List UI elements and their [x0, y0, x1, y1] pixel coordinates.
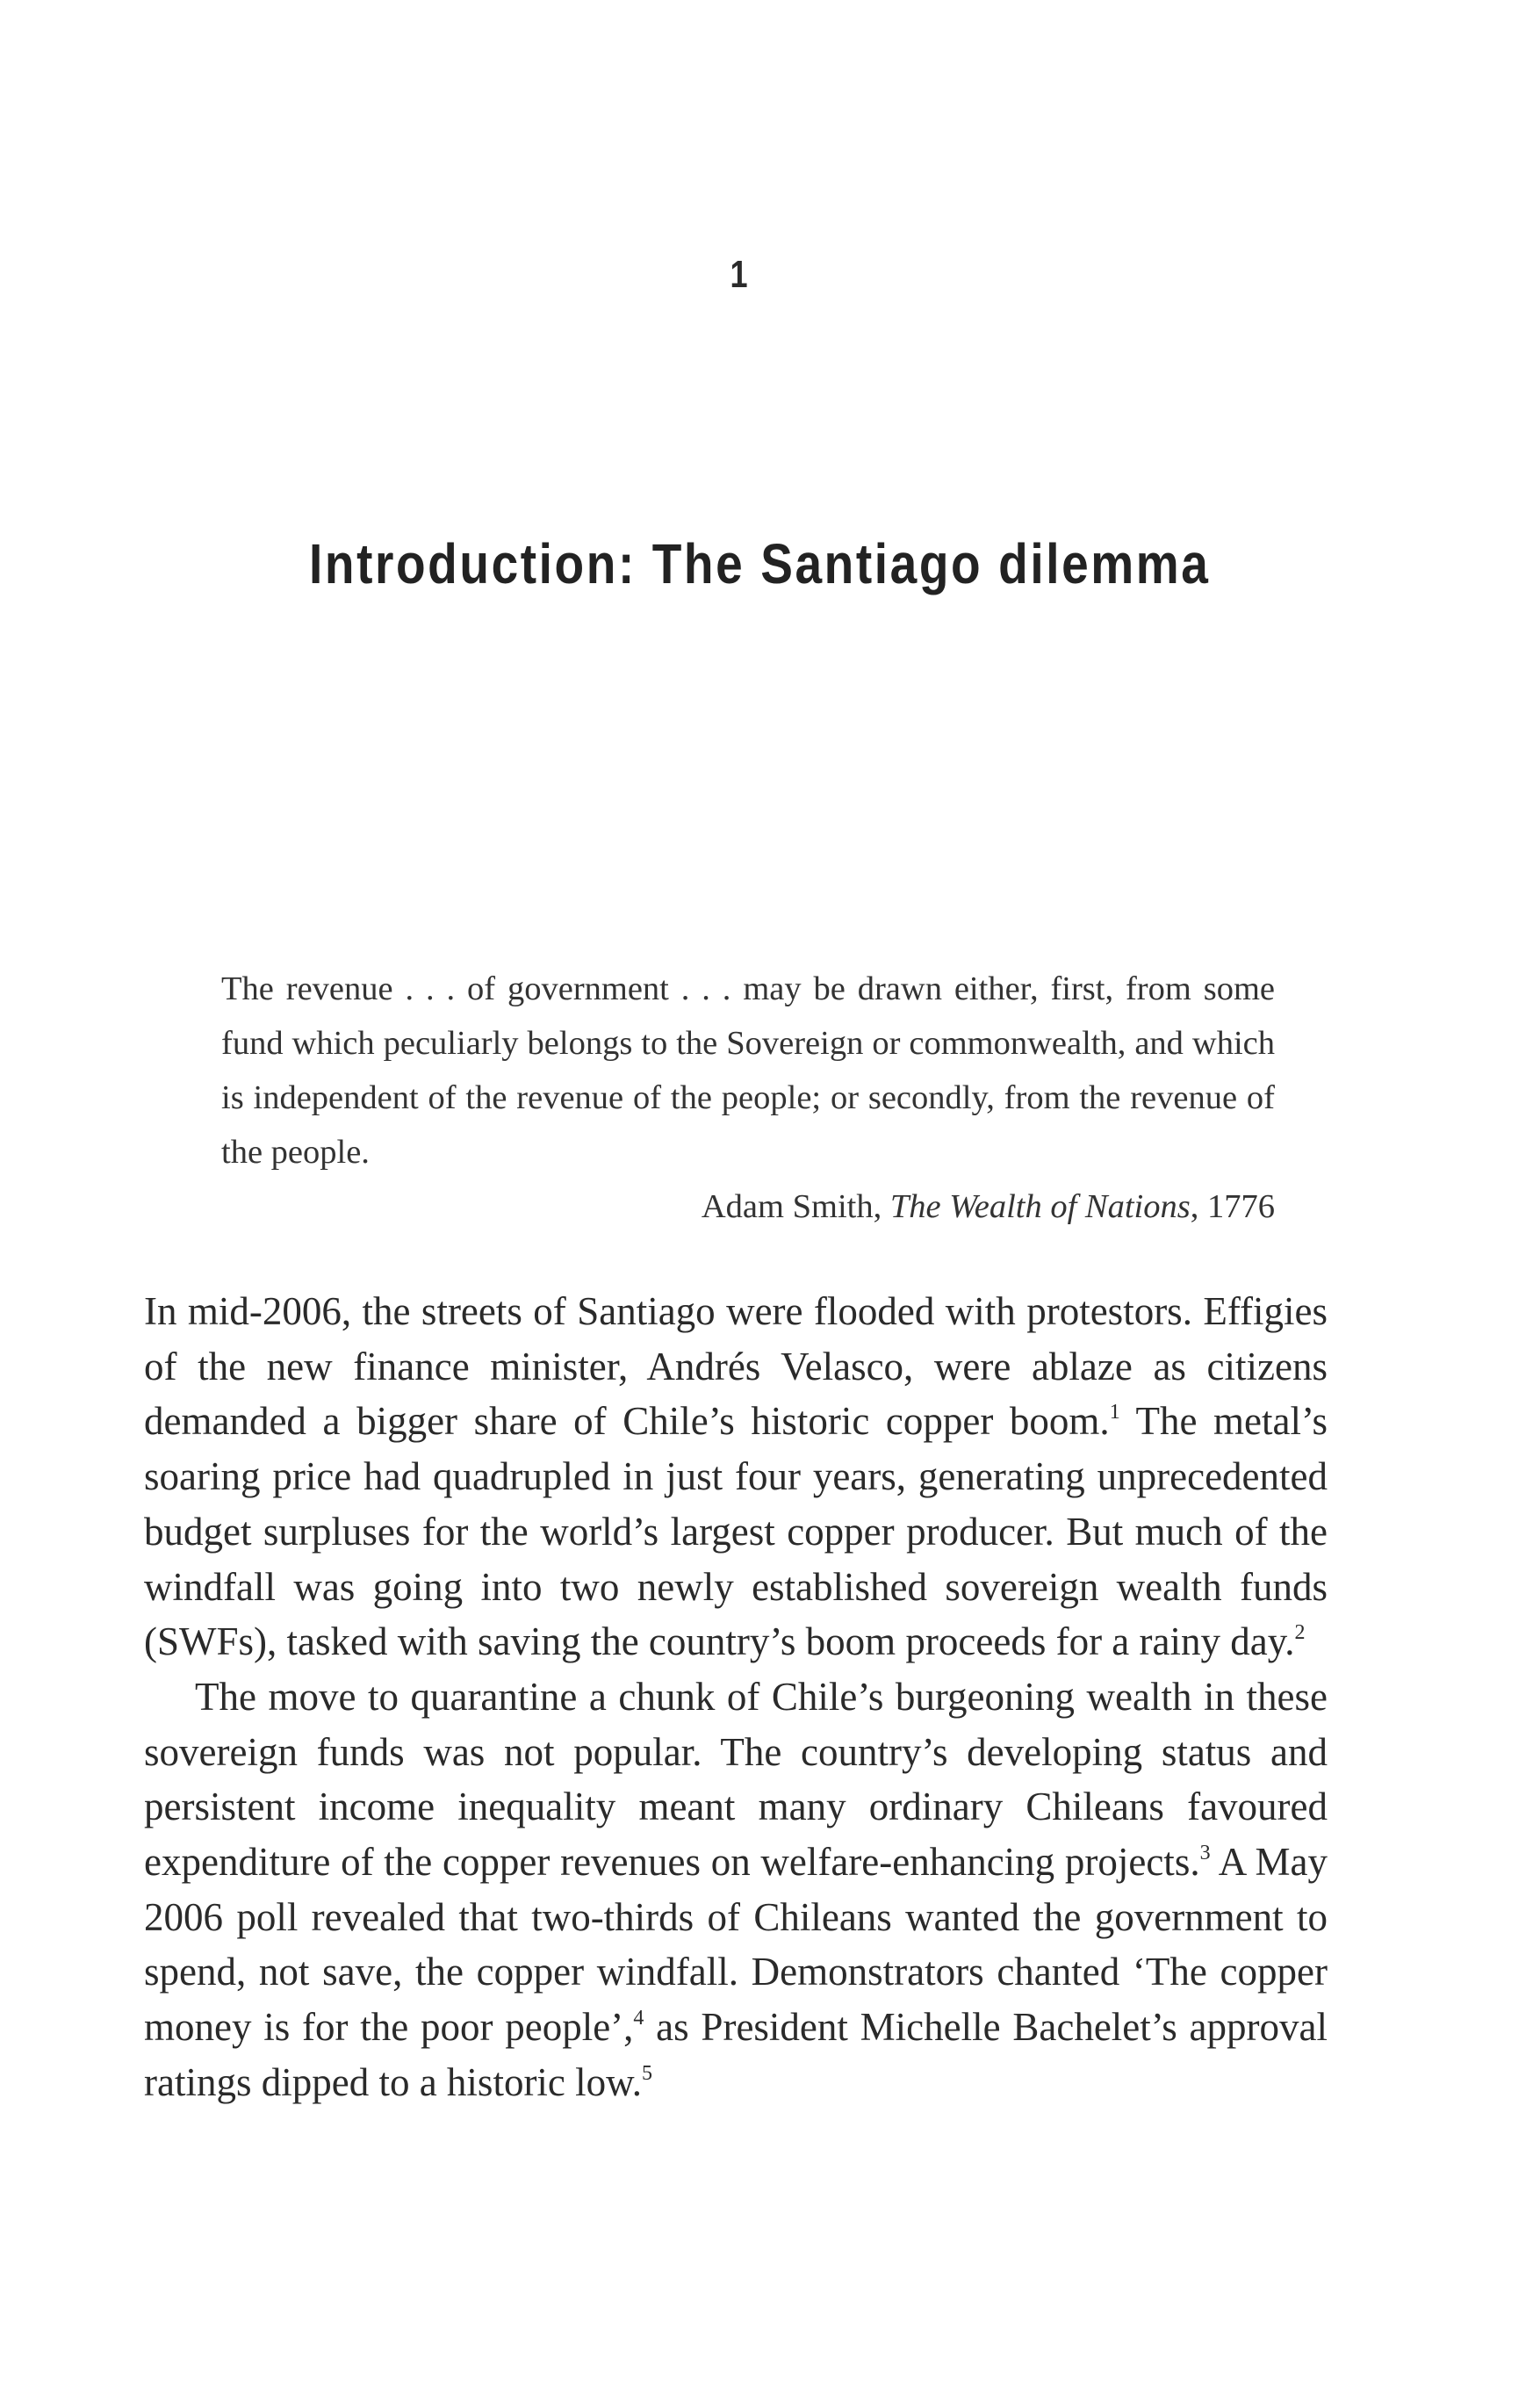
footnote-ref-5[interactable]: 5 — [641, 2061, 652, 2085]
epigraph-year: , 1776 — [1190, 1188, 1275, 1225]
footnote-ref-3[interactable]: 3 — [1199, 1842, 1211, 1865]
paragraph-1-text-b: The metal’s soaring price had quadrupled in just four years, generating unprecedented budget surpluses for the world’s largest copper producer. But much of the windfall was going into two newly established sovereign wealth funds (SWFs), tasked with saving the country’s boom proceeds for a rainy day. — [144, 1399, 1328, 1664]
epigraph-work-title: The Wealth of Nations — [889, 1188, 1191, 1225]
paragraph-2-text-a: The move to quarantine a chunk of Chile’s burgeoning wealth in these sovereign funds was not popular. The country’s developing status and persistent income inequality meant many ordinary Chileans favoured expenditure of the copper revenues on welfare-enhancing projects. — [144, 1674, 1328, 1885]
footnote-ref-4[interactable]: 4 — [633, 2007, 644, 2030]
paragraph-2 — [144, 1669, 1328, 2110]
epigraph-quote: The revenue . . . of government . . . may be drawn either, first, from some fund which peculiarly belongs to the Sovereign or commonwealth, and which is independent of the revenue of the people; or secondly, from the revenue of the people. — [221, 970, 1275, 1171]
paragraph-2-text-c: as President Michelle Bachelet’s approval ratings dipped to a historic low. — [144, 2005, 1328, 2104]
paragraph-1 — [144, 1284, 1328, 1669]
paragraph-1-text-a: In mid-2006, the streets of Santiago were flooded with protestors. Effigies of the new finance minister, Andrés Velasco, were ablaze as citizens demanded a bigger share of Chile’s historic copper boom. — [144, 1289, 1328, 1444]
body-text — [144, 1284, 1328, 2110]
paragraph-2-text-b: A May 2006 poll revealed that two-thirds of Chileans wanted the government to spend, not save, the copper windfall. Demonstrators chanted ‘The copper money is for the poor people’, — [144, 1840, 1328, 2050]
chapter-title: Introduction: The Santiago dilemma — [309, 532, 1211, 595]
epigraph — [221, 962, 1275, 1234]
epigraph-attribution — [221, 1179, 1275, 1234]
epigraph-author: Adam Smith, — [701, 1188, 890, 1225]
footnote-ref-2[interactable]: 2 — [1294, 1621, 1306, 1645]
chapter-number: 1 — [730, 253, 749, 296]
footnote-ref-1[interactable]: 1 — [1109, 1401, 1120, 1424]
